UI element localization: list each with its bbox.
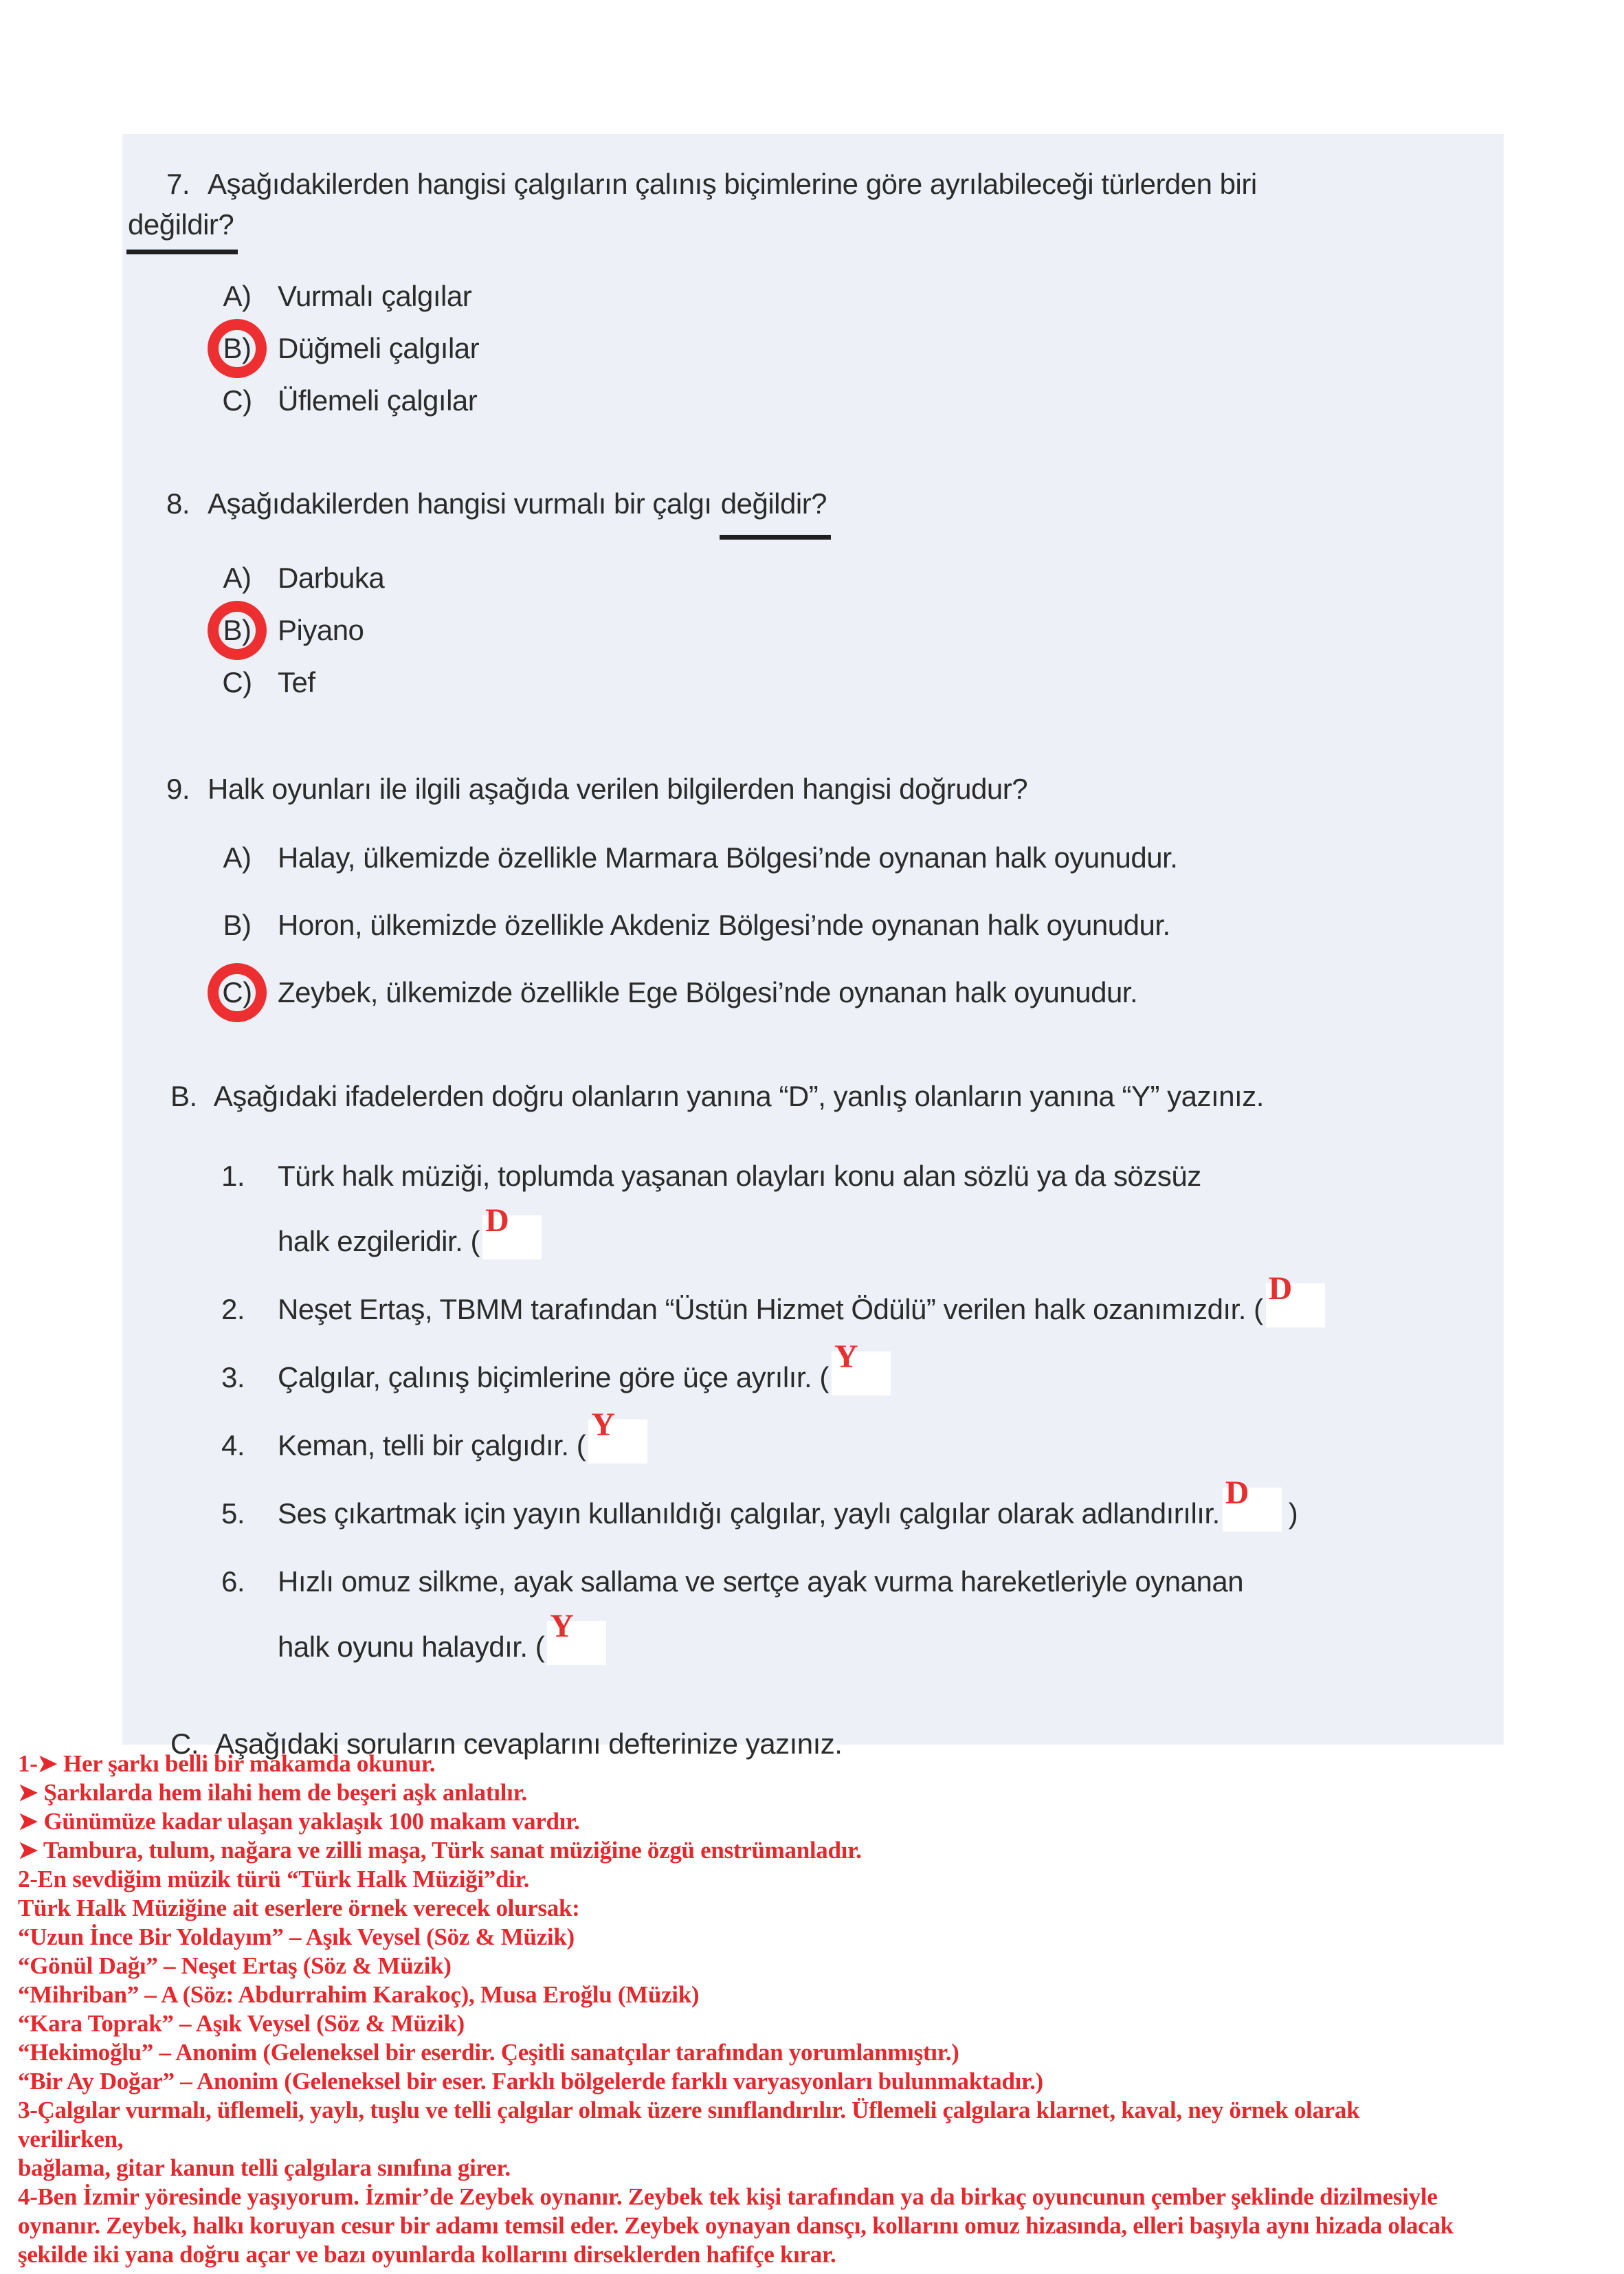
option-row bbox=[220, 322, 1504, 375]
answer-circle-icon: C) bbox=[208, 963, 267, 1022]
note-line: “Hekimoğlu” – Anonim (Geleneksel bir eserdir. Çeşitli sanatçılar tarafından yorumlanmıştır.) bbox=[18, 2039, 959, 2066]
section-header-text: Aşağıdaki ifadelerden doğru olanların yanına “D”, yanlış olanların yanına “Y” yazınız. bbox=[213, 1080, 1264, 1112]
note-line: ➤ Günümüze kadar ulaşan yaklaşık 100 makam vardır. bbox=[18, 1808, 580, 1835]
note-line: 2-En sevdiğim müzik türü “Türk Halk Müziği”dir. bbox=[18, 1866, 530, 1892]
item-number: 3. bbox=[221, 1361, 245, 1393]
answer-box bbox=[832, 1338, 891, 1395]
option-letter: A) bbox=[223, 562, 252, 594]
note-line: “Mihriban” – A (Söz: Abdurrahim Karakoç), Musa Eroğlu (Müzik) bbox=[18, 1981, 700, 2008]
tf-item-3 bbox=[122, 1338, 1504, 1410]
question-8-options bbox=[220, 552, 1504, 709]
item-number: 6. bbox=[221, 1565, 245, 1598]
item-text: Ses çıkartmak için yayın kullanıldığı çalgılar, yaylı çalgılar olarak adlandırılır. D ) bbox=[278, 1481, 1298, 1546]
note-line: 4-Ben İzmir yöresinde yaşıyorum. İzmir’de Zeybek oynanır. Zeybek tek kişi tarafından ya da birkaç oyuncunun çember şeklinde dizilmesiyle bbox=[18, 2183, 1438, 2210]
answer-box bbox=[1223, 1475, 1282, 1532]
item-text bbox=[278, 1549, 1243, 1679]
question-number: 7. bbox=[166, 168, 190, 200]
red-answer-notes bbox=[18, 1749, 1619, 2269]
option-label: Zeybek, ülkemizde özellikle Ege Bölgesi’nde oynanan halk oyunudur. bbox=[278, 976, 1138, 1008]
option-letter: C) bbox=[222, 666, 252, 698]
section-letter: B. bbox=[170, 1080, 197, 1112]
question-9-options bbox=[220, 824, 1504, 1026]
question-9 bbox=[122, 766, 1504, 1026]
option-row bbox=[220, 959, 1504, 1026]
answer-box bbox=[1266, 1270, 1325, 1327]
section-letter: C. bbox=[170, 1727, 199, 1760]
note-line: “Bir Ay Doğar” – Anonim (Geleneksel bir eser. Farklı bölgelerde farklı varyasyonları bulunmaktadır.) bbox=[18, 2068, 1043, 2095]
question-9-header bbox=[166, 766, 1504, 812]
option-label: Halay, ülkemizde özellikle Marmara Bölgesi’nde oynanan halk oyunudur. bbox=[278, 841, 1178, 874]
answer-box bbox=[547, 1608, 606, 1665]
note-line: oynanır. Zeybek, halkı koruyan cesur bir adamı temsil eder. Zeybek oynayan dansçı, kollarını omuz hizasında, elleri başıyla aynı hizada olacak bbox=[18, 2212, 1454, 2239]
item-line: Türk halk müziği, toplumda yaşanan olayları konu alan sözlü ya da sözsüz bbox=[278, 1160, 1201, 1192]
note-line: şekilde iki yana doğru açar ve bazı oyunlarda kollarını dirseklerden hafifçe kırar. bbox=[18, 2241, 836, 2268]
closing-paren: ) bbox=[1288, 1497, 1298, 1530]
option-letter: C) bbox=[222, 384, 252, 417]
underlined-word: değildir? bbox=[720, 481, 831, 540]
note-line: Türk Halk Müziğine ait eserlere örnek verecek olursak: bbox=[18, 1895, 580, 1921]
question-text: Aşağıdakilerden hangisi çalgıların çalınış biçimlerine göre ayrılabileceği türlerden biri bbox=[208, 168, 1257, 200]
item-line: halk ezgileridir. ( D bbox=[278, 1208, 1201, 1274]
note-line: “Uzun İnce Bir Yoldayım” – Aşık Veysel (Söz & Müzik) bbox=[18, 1923, 575, 1950]
item-text: Çalgılar, çalınış biçimlerine göre üçe ayrılır. ( Y bbox=[278, 1345, 891, 1410]
item-number: 2. bbox=[221, 1293, 245, 1325]
question-7-underline-line bbox=[126, 208, 1504, 263]
item-number: 5. bbox=[221, 1497, 245, 1530]
note-line: bağlama, gitar kanun telli çalgılara sınıfına girer. bbox=[18, 2154, 511, 2181]
note-line: “Gönül Dağı” – Neşet Ertaş (Söz & Müzik) bbox=[18, 1952, 452, 1979]
note-line: verilirken, bbox=[18, 2126, 124, 2152]
answer-box bbox=[482, 1202, 542, 1259]
answer-box bbox=[588, 1406, 647, 1464]
option-letter: B) bbox=[223, 909, 252, 941]
answer-letter: D bbox=[1225, 1475, 1249, 1511]
item-line: halk oyunu halaydır. ( Y bbox=[278, 1614, 1243, 1679]
option-row bbox=[220, 656, 1504, 709]
underlined-word: değildir? bbox=[126, 208, 238, 254]
note-line: 1-➤ Her şarkı belli bir makamda okunur. bbox=[18, 1750, 436, 1777]
question-7-header bbox=[166, 162, 1504, 207]
item-text: Keman, telli bir çalgıdır. ( Y bbox=[278, 1413, 647, 1478]
note-line: ➤ Şarkılarda hem ilahi hem de beşeri aşk anlatılır. bbox=[18, 1779, 527, 1806]
option-label: Üflemeli çalgılar bbox=[278, 384, 478, 417]
quiz-panel bbox=[122, 134, 1504, 1760]
question-7-options bbox=[220, 270, 1504, 427]
question-8 bbox=[122, 481, 1504, 709]
tf-item-1 bbox=[122, 1143, 1504, 1274]
question-7 bbox=[122, 162, 1504, 427]
item-text bbox=[278, 1143, 1201, 1274]
option-row bbox=[220, 604, 1504, 656]
item-number: 4. bbox=[221, 1429, 245, 1461]
option-row bbox=[220, 552, 1504, 604]
option-label: Tef bbox=[278, 666, 315, 698]
answer-letter: Y bbox=[834, 1338, 858, 1375]
option-row bbox=[220, 892, 1504, 959]
item-line: Hızlı omuz silkme, ayak sallama ve sertçe ayak vurma hareketleriyle oynanan bbox=[278, 1565, 1244, 1598]
note-line: ➤ Tambura, tulum, nağara ve zilli maşa, Türk sanat müziğine özgü enstrümanladır. bbox=[18, 1837, 862, 1864]
answer-letter: D bbox=[1268, 1270, 1292, 1307]
answer-letter: D bbox=[485, 1202, 509, 1239]
note-line: 3-Çalgılar vurmalı, üflemeli, yaylı, tuşlu ve telli çalgılar olmak üzere sınıflandırılır. Üflemeli çalgılara klarnet, kaval, ney örnek olarak bbox=[18, 2097, 1360, 2123]
tf-item-2 bbox=[122, 1270, 1504, 1342]
question-text: Halk oyunları ile ilgili aşağıda verilen bilgilerden hangisi doğrudur? bbox=[208, 773, 1028, 805]
question-8-header bbox=[166, 481, 1504, 540]
option-row bbox=[220, 375, 1504, 427]
note-line: “Kara Toprak” – Aşık Veysel (Söz & Müzik) bbox=[18, 2010, 465, 2037]
question-text: Aşağıdakilerden hangisi vurmalı bir çalgı bbox=[208, 487, 712, 520]
tf-item-4 bbox=[122, 1406, 1504, 1478]
section-header-text: Aşağıdaki soruların cevaplarını defterinize yazınız. bbox=[215, 1727, 843, 1760]
item-number: 1. bbox=[221, 1160, 245, 1192]
answer-letter: Y bbox=[591, 1406, 615, 1443]
option-letter: A) bbox=[223, 280, 252, 312]
tf-item-6 bbox=[122, 1549, 1504, 1679]
option-label: Piyano bbox=[278, 614, 364, 646]
option-label: Düğmeli çalgılar bbox=[278, 332, 480, 364]
question-number: 8. bbox=[166, 487, 190, 520]
section-b-header bbox=[170, 1074, 1504, 1118]
option-row bbox=[220, 270, 1504, 322]
question-number: 9. bbox=[166, 773, 190, 805]
option-row bbox=[220, 824, 1504, 892]
answer-letter: Y bbox=[550, 1608, 574, 1644]
true-false-list bbox=[122, 1143, 1504, 1679]
item-text: Neşet Ertaş, TBMM tarafından “Üstün Hizmet Ödülü” verilen halk ozanımızdır. ( D bbox=[278, 1277, 1325, 1342]
option-label: Horon, ülkemizde özellikle Akdeniz Bölgesi’nde oynanan halk oyunudur. bbox=[278, 909, 1170, 941]
option-label: Darbuka bbox=[278, 562, 385, 594]
option-label: Vurmalı çalgılar bbox=[278, 280, 472, 312]
option-letter: A) bbox=[223, 841, 252, 874]
section-b bbox=[122, 1074, 1504, 1682]
answer-circle-icon: B) bbox=[208, 601, 267, 660]
tf-item-5 bbox=[122, 1475, 1504, 1546]
answer-circle-icon: B) bbox=[208, 319, 267, 378]
